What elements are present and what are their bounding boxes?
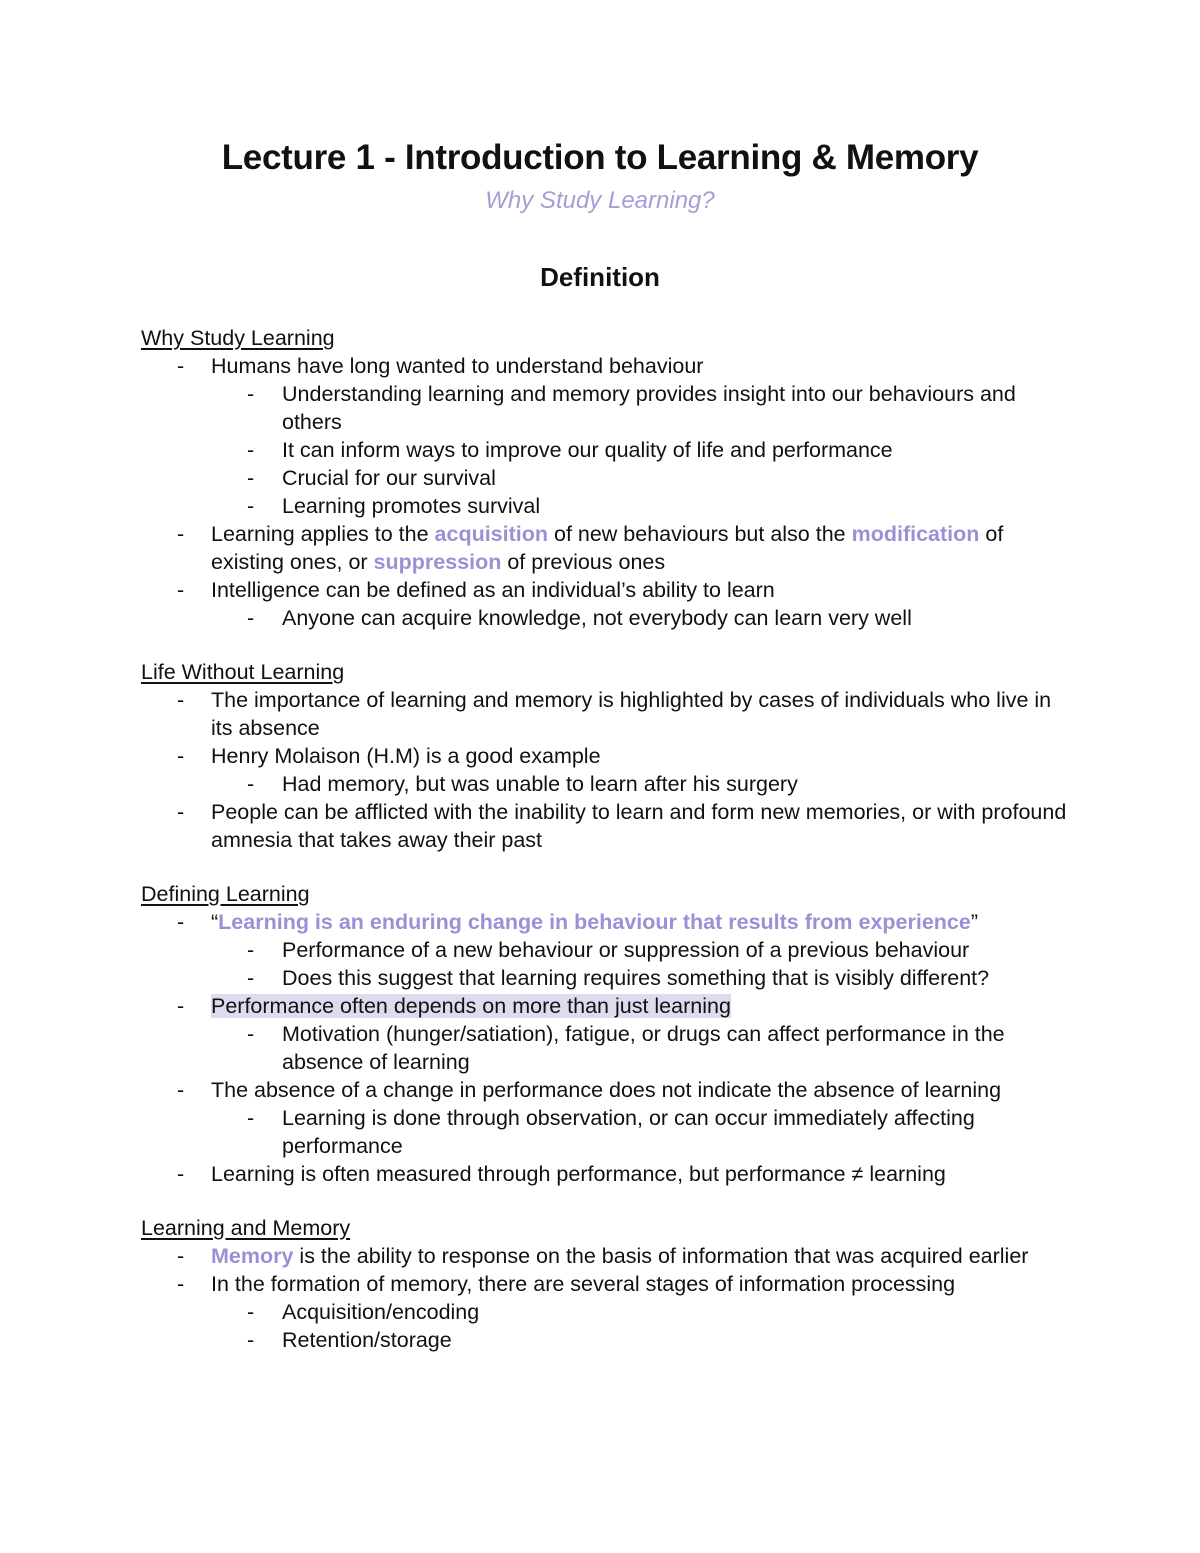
learning-definition-quote: Learning is an enduring change in behaviour that results from experience bbox=[218, 910, 971, 934]
sub-bullet-item: - Motivation (hunger/satiation), fatigue, or drugs can affect performance in the absence of learning bbox=[141, 1020, 1071, 1076]
quote-close: ” bbox=[970, 910, 979, 934]
bullet-text: of existing ones, or bbox=[211, 522, 1004, 574]
bullet-text: Learning applies to the bbox=[211, 522, 435, 546]
section-heading-definition: Definition bbox=[540, 262, 660, 292]
bullet-item bbox=[141, 576, 1071, 632]
sub-bullet-item: - Had memory, but was unable to learn after his surgery bbox=[141, 770, 1071, 798]
sub-bullet-item: - Crucial for our survival bbox=[141, 464, 1071, 492]
bullet-list bbox=[141, 352, 1071, 632]
section-title: Why Study Learning bbox=[141, 326, 335, 350]
sub-bullet-list bbox=[141, 770, 1071, 798]
document-subtitle: Why Study Learning? bbox=[485, 187, 715, 214]
sub-bullet-item: - It can inform ways to improve our quality of life and performance bbox=[141, 436, 1071, 464]
bullet-item bbox=[141, 1242, 1071, 1270]
term-suppression: suppression bbox=[373, 550, 502, 574]
quote-open: “ bbox=[211, 910, 219, 934]
document-body bbox=[141, 324, 1071, 1380]
sub-bullet-item: - Understanding learning and memory provides insight into our behaviours and others bbox=[141, 380, 1071, 436]
sub-bullet-item: - Anyone can acquire knowledge, not everybody can learn very well bbox=[141, 604, 1071, 632]
bullet-text: of new behaviours but also the bbox=[548, 522, 852, 546]
sub-bullet-list bbox=[141, 380, 1071, 520]
bullet-item bbox=[141, 1160, 1071, 1188]
document-title: Lecture 1 - Introduction to Learning & Memory bbox=[221, 138, 979, 177]
sub-bullet-list bbox=[141, 1298, 1071, 1354]
bullet-text: of previous ones bbox=[501, 550, 666, 574]
bullet-text: People can be afflicted with the inability to learn and form new memories, or with profound amnesia that takes away their past bbox=[211, 800, 1067, 852]
bullet-text: In the formation of memory, there are several stages of information processing bbox=[211, 1272, 956, 1296]
highlighted-text: Performance often depends on more than just learning bbox=[211, 994, 731, 1018]
bullet-item bbox=[141, 686, 1071, 742]
bullet-item bbox=[141, 908, 1071, 992]
bullet-item bbox=[141, 1270, 1071, 1354]
sub-bullet-item: - Learning promotes survival bbox=[141, 492, 1071, 520]
term-acquisition: acquisition bbox=[434, 522, 549, 546]
sub-bullet-item: - Performance of a new behaviour or suppression of a previous behaviour bbox=[141, 936, 1071, 964]
section-learning-and-memory bbox=[141, 1214, 1071, 1354]
bullet-item bbox=[141, 352, 1071, 520]
section-defining-learning bbox=[141, 880, 1071, 1188]
sub-bullet-list bbox=[141, 1104, 1071, 1160]
term-modification: modification bbox=[851, 522, 980, 546]
sub-bullet-item: - Acquisition/encoding bbox=[141, 1298, 1071, 1326]
section-title: Defining Learning bbox=[141, 882, 310, 906]
bullet-text: Learning is often measured through performance, but performance ≠ learning bbox=[211, 1162, 946, 1186]
bullet-list bbox=[141, 1242, 1071, 1354]
bullet-list bbox=[141, 908, 1071, 1188]
bullet-text: is the ability to response on the basis of information that was acquired earlier bbox=[293, 1244, 1029, 1268]
bullet-text: The absence of a change in performance does not indicate the absence of learning bbox=[211, 1078, 1002, 1102]
bullet-item bbox=[141, 798, 1071, 854]
sub-bullet-item: - Does this suggest that learning requires something that is visibly different? bbox=[141, 964, 1071, 992]
sub-bullet-list bbox=[141, 1020, 1071, 1076]
bullet-item bbox=[141, 520, 1071, 576]
section-why-study-learning bbox=[141, 324, 1071, 632]
bullet-item bbox=[141, 1076, 1071, 1160]
section-title: Life Without Learning bbox=[141, 660, 345, 684]
sub-bullet-list bbox=[141, 936, 1071, 992]
sub-bullet-item: - Learning is done through observation, or can occur immediately affecting performance bbox=[141, 1104, 1071, 1160]
bullet-text: Humans have long wanted to understand behaviour bbox=[211, 354, 704, 378]
bullet-list bbox=[141, 686, 1071, 854]
bullet-text: Henry Molaison (H.M) is a good example bbox=[211, 744, 601, 768]
term-memory: Memory bbox=[211, 1244, 294, 1268]
sub-bullet-item: - Retention/storage bbox=[141, 1326, 1071, 1354]
sub-bullet-list bbox=[141, 604, 1071, 632]
section-life-without-learning bbox=[141, 658, 1071, 854]
section-title: Learning and Memory bbox=[141, 1216, 351, 1240]
bullet-text: Intelligence can be defined as an individual’s ability to learn bbox=[211, 578, 775, 602]
bullet-text: The importance of learning and memory is highlighted by cases of individuals who live in its absence bbox=[211, 688, 1052, 740]
bullet-item bbox=[141, 992, 1071, 1076]
bullet-item bbox=[141, 742, 1071, 798]
